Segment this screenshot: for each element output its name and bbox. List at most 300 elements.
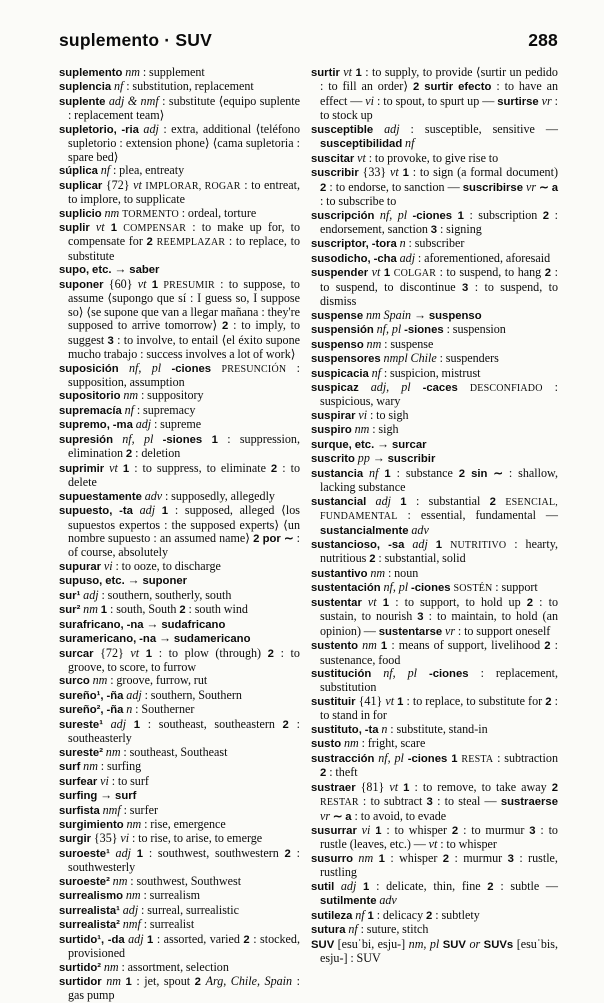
dictionary-entry	[59, 80, 300, 94]
bold-text: 2	[551, 781, 558, 794]
definition-text: : susceptible, sensitive —	[410, 121, 558, 136]
bold-text: -siones	[404, 324, 447, 337]
part-of-speech-label: nm	[102, 744, 124, 759]
part-of-speech-label: nm	[101, 959, 122, 974]
bold-text: ∼ a	[539, 181, 558, 194]
synonym-smallcaps: PRESUMIR	[163, 279, 215, 291]
dictionary-entry	[311, 923, 558, 937]
headword: sustraer	[311, 781, 356, 794]
dictionary-entry	[59, 504, 300, 560]
headword: sustracción	[311, 752, 375, 765]
headword: supremo, -ma	[59, 419, 133, 432]
synonym-smallcaps: ESENCIAL, FUNDAMENTAL	[320, 496, 558, 523]
bold-text: 1	[151, 278, 164, 291]
headword: sustitución	[311, 668, 372, 681]
headword: sustancial	[311, 495, 367, 508]
dictionary-entry	[311, 438, 558, 452]
definition-text: : supremacy	[136, 402, 196, 417]
part-of-speech-label: nf	[345, 922, 361, 937]
headword: supurar	[59, 560, 102, 573]
dictionary-entry	[311, 667, 558, 695]
part-of-speech-label: nf	[111, 79, 127, 94]
dictionary-entry	[311, 596, 558, 639]
bold-text: 3	[107, 334, 118, 347]
headword: surfear	[59, 775, 98, 788]
headword: sutil	[311, 880, 335, 893]
dictionary-entry	[59, 418, 300, 432]
definition-text: : replacement, substitution	[320, 666, 558, 695]
part-of-speech-label: nm	[351, 422, 373, 437]
part-of-speech-label: adv	[408, 522, 429, 537]
bold-text: 1	[435, 538, 451, 551]
definition-text: : suture, stitch	[360, 922, 429, 937]
definition-text: : subtlety	[435, 907, 480, 922]
bold-text: sustentarse	[378, 625, 443, 638]
headword: surcar	[391, 438, 427, 451]
headword: susurrar	[311, 825, 357, 838]
definition-text: : supreme	[154, 417, 202, 432]
definition-text: : whisper	[390, 850, 443, 865]
dictionary-entry	[311, 367, 558, 381]
bold-text: 3	[507, 852, 520, 865]
bold-text: SUV	[442, 938, 470, 951]
dictionary-entry	[59, 95, 300, 123]
bold-text: 2	[320, 181, 330, 194]
definition-text: : to delete	[68, 460, 301, 490]
part-of-speech-label: vi	[97, 773, 112, 788]
definition-text: : gas pump	[68, 974, 300, 1003]
headword: súplica	[59, 165, 98, 178]
headword: surgimiento	[59, 819, 124, 832]
definition-text: : to involve, to entail ⟨el éxito supone mucho trabajo : success involves a lot of work⟩	[68, 332, 300, 362]
part-of-speech-label: nf, pl	[373, 322, 405, 337]
bold-text: 1	[136, 847, 149, 860]
dictionary-entry	[59, 961, 300, 975]
dictionary-entry	[311, 495, 558, 538]
bold-text: 1	[451, 752, 462, 765]
definition-text: : to ooze, to discharge	[115, 558, 221, 573]
headword: surrealismo	[59, 890, 124, 903]
bold-text: sustancialmente	[320, 524, 409, 537]
definition-text: : suspense	[384, 336, 434, 351]
definition-text: : assorted, varied	[156, 931, 244, 946]
dictionary-entry	[59, 746, 300, 760]
headword: suramericano, -na	[59, 633, 157, 646]
headword: surgir	[59, 833, 92, 846]
definition-text: [esuˈbis, esju-] : SUV	[320, 936, 559, 966]
definition-text: : to stock up	[320, 93, 558, 123]
definition-text: : to support, to hold up	[395, 594, 527, 609]
definition-text: : to have an effect —	[320, 79, 559, 108]
synonym-smallcaps: REEMPLAZAR	[156, 237, 226, 249]
part-of-speech-label: nf	[402, 136, 415, 151]
bold-text: 1	[125, 976, 137, 988]
dictionary-entry	[311, 467, 558, 495]
bold-text: 1	[145, 647, 159, 660]
definition-text: : supposition, assumption	[68, 360, 301, 389]
definition-text: : southern, Southern	[144, 687, 242, 702]
bold-text: 2	[545, 695, 555, 708]
dictionary-entry	[311, 237, 558, 251]
definition-text: : substitution, replacement	[126, 79, 254, 94]
headword: sureste²	[59, 746, 103, 759]
headword: surf	[115, 790, 137, 803]
part-of-speech-label: adj	[119, 902, 142, 917]
headword: suplicar	[59, 179, 103, 192]
definition-text: : to suppose, to assume ⟨supongo que sí : I guess so, I suppose so⟩ ⟨se supone que van a llegar mañana : they're supposed to arrive tomorrow⟩	[68, 276, 300, 333]
bold-text: 2	[542, 209, 555, 222]
definition-text: →	[374, 436, 392, 451]
bold-text: 1	[375, 825, 387, 838]
definition-text: : to sigh	[369, 407, 409, 422]
dictionary-entry	[59, 804, 300, 818]
bold-text: 1	[383, 267, 394, 280]
bold-text: 1	[402, 167, 413, 180]
bold-text: 2	[146, 236, 157, 249]
part-of-speech-label: adj	[334, 878, 363, 893]
definition-text: : noun	[387, 565, 419, 580]
definition-text: : to avoid, to evade	[354, 808, 447, 823]
dictionary-entry	[311, 909, 558, 923]
dictionary-entry	[59, 389, 300, 403]
definition-text: : to support oneself	[457, 623, 551, 638]
bold-text: suscribirse	[462, 181, 523, 194]
bold-text: 1	[133, 718, 148, 731]
headword: suspenso	[428, 309, 482, 322]
bold-text: 3	[417, 611, 429, 624]
bold-text: 2	[222, 320, 234, 333]
bold-text: 3	[462, 281, 475, 294]
headword: supremacía	[59, 404, 122, 417]
definition-text: : suspension	[446, 322, 506, 337]
definition-text: : suppression, elimination	[68, 431, 300, 461]
part-of-speech-label: nf	[368, 365, 384, 380]
definition-text: : suspicion, mistrust	[383, 365, 481, 380]
bold-text: susceptibilidad	[320, 138, 403, 151]
definition-text: : to sign (a formal document)	[412, 165, 558, 180]
definition-text: : ordeal, torture	[178, 205, 257, 220]
part-of-speech-label: nm	[101, 974, 126, 988]
part-of-speech-label: vt	[361, 594, 383, 609]
definition-text: : surfer	[123, 802, 158, 817]
headword: suplemento	[59, 67, 123, 79]
headword: suprimir	[59, 462, 105, 475]
headword: sustituto, -ta	[311, 723, 379, 736]
page-number: 288	[528, 30, 558, 50]
definition-text: : to endorse, to sanction —	[329, 179, 463, 194]
definition-text: : substantial, solid	[378, 551, 466, 566]
definition-text: : to spout, to spurt up —	[376, 93, 498, 108]
headword: surtir	[311, 67, 340, 79]
part-of-speech-label: adj	[109, 845, 137, 860]
definition-text: →	[124, 573, 143, 588]
dictionary-entry	[59, 574, 300, 588]
bold-text: 1	[403, 781, 415, 794]
headword: suspensión	[311, 324, 374, 337]
dictionary-entry	[311, 752, 558, 781]
bold-text: 1	[457, 209, 470, 222]
dictionary-entry	[59, 462, 300, 490]
part-of-speech-label: vi	[365, 93, 377, 108]
part-of-speech-label: vt	[389, 779, 404, 794]
dictionary-entry	[311, 352, 558, 366]
bold-text: 2	[544, 640, 555, 653]
definition-text: : to suspend, to dismiss	[320, 279, 559, 309]
dictionary-entry	[59, 975, 300, 1003]
definition-text: →	[111, 262, 130, 277]
definition-text: : substantial	[415, 493, 490, 508]
definition-text: : southwesterly	[68, 845, 300, 875]
part-of-speech-label: nf, pl	[118, 360, 172, 375]
headword: suscribir	[311, 167, 359, 180]
dictionary-entry	[311, 152, 558, 166]
definition-text: : sigh	[372, 422, 399, 437]
definition-text: {33}	[358, 165, 391, 180]
definition-text: : to supply, to provide ⟨surtir un pedido : to fill an order⟩	[320, 65, 558, 94]
bold-text: 3	[430, 223, 440, 236]
bold-text: 2	[243, 933, 254, 946]
definition-text: : suspicious, wary	[320, 379, 558, 409]
bold-text: 1	[384, 467, 397, 480]
bold-text: 1	[363, 880, 377, 893]
dictionary-entry	[311, 266, 558, 308]
definition-text: : to suspend, to discontinue	[320, 265, 558, 294]
part-of-speech-label: nf	[121, 402, 137, 417]
headword: sustancioso, -sa	[311, 538, 405, 551]
headword: sudamericano	[173, 633, 251, 646]
dictionary-entry	[311, 323, 558, 337]
headword: suspicaz	[311, 381, 359, 394]
dictionary-entry	[59, 889, 300, 903]
part-of-speech-label: nm	[80, 602, 101, 617]
definition-text: : southwest, Southwest	[130, 873, 242, 888]
dictionary-entry	[59, 832, 300, 846]
bold-text: 2	[267, 647, 281, 660]
dictionary-entry	[59, 179, 300, 207]
headword: suspensores	[311, 353, 381, 366]
definition-text: : theft	[329, 765, 358, 780]
part-of-speech-label: vt	[130, 645, 146, 660]
part-of-speech-label: nm	[353, 850, 379, 865]
dictionary-entry	[59, 703, 300, 717]
bold-text: 2 surtir efecto	[412, 81, 497, 94]
part-of-speech-label: nf	[363, 465, 385, 480]
headword: supuestamente	[59, 490, 142, 503]
bold-text: sutilmente	[320, 895, 377, 908]
synonym-smallcaps: TORMENTO	[122, 208, 179, 220]
dictionary-entry	[59, 66, 300, 80]
part-of-speech-label: nm	[101, 205, 123, 220]
part-of-speech-label: nf, pl	[113, 431, 163, 446]
definition-text: : southwest, southwestern	[148, 845, 285, 860]
definition-text: →	[156, 631, 174, 646]
definition-text: →	[413, 307, 429, 322]
bold-text: 1	[355, 67, 366, 79]
headword: suscriptor, -tora	[311, 238, 397, 251]
part-of-speech-label: vi	[356, 823, 376, 838]
definition-text: : endorsement, sanction	[320, 207, 558, 236]
headword: surfista	[59, 804, 100, 817]
definition-text: : to rustle (leaves, etc.) —	[320, 823, 558, 852]
definition-text: : hearty, nutritious	[320, 536, 558, 566]
part-of-speech-label: n	[378, 721, 391, 736]
part-of-speech-label: vr	[320, 808, 333, 823]
definition-text: : to rise, to arise, to emerge	[131, 831, 263, 846]
bold-text: -ciones	[171, 362, 222, 375]
part-of-speech-label: nmf	[119, 917, 144, 932]
definition-text: : to whisper	[386, 823, 452, 838]
right-column	[311, 66, 558, 1003]
bold-text: 1	[378, 852, 391, 865]
bold-text: 2	[125, 448, 136, 461]
headword: suspicacia	[311, 367, 369, 380]
definition-text: →	[372, 451, 388, 466]
definition-text: : substitute ⟨equipo suplente : replacement team⟩	[68, 93, 300, 123]
part-of-speech-label: or	[469, 936, 484, 951]
headword: sustancia	[311, 467, 364, 480]
part-of-speech-label: vr	[538, 93, 555, 108]
dictionary-entry	[311, 852, 558, 880]
part-of-speech-label: adj	[80, 587, 102, 602]
headword: suroeste²	[59, 875, 110, 888]
dictionary-entry	[311, 538, 558, 567]
dictionary-entry	[59, 847, 300, 875]
part-of-speech-label: nmf	[99, 802, 124, 817]
headword: sudafricano	[161, 618, 226, 631]
dictionary-entry	[311, 581, 558, 595]
bold-text: 2	[426, 909, 436, 922]
headword: suplente	[59, 95, 106, 108]
columns	[59, 66, 558, 1003]
dictionary-entry	[59, 918, 300, 932]
headword: susodicho, -cha	[311, 252, 397, 265]
definition-text: : supposed, alleged ⟨los supuestos expertos : the supposed experts⟩ ⟨un nombre supuesto : an assumed name⟩	[68, 503, 300, 545]
definition-text: : to replace, to substitute	[68, 234, 300, 263]
headword: SUV	[311, 938, 335, 951]
dictionary-entry	[311, 166, 558, 208]
bold-text: SUVs	[483, 938, 517, 951]
definition-text: : deletion	[135, 446, 181, 461]
left-column	[59, 66, 300, 1003]
part-of-speech-label: vr	[442, 623, 458, 638]
part-of-speech-label: vt	[339, 65, 356, 79]
definition-text: : to subscribe to	[320, 194, 397, 209]
definition-text: : means of support, livelihood	[391, 638, 545, 653]
part-of-speech-label: adj	[404, 536, 436, 551]
part-of-speech-label: nf	[352, 907, 368, 922]
part-of-speech-label: pp	[354, 451, 373, 466]
part-of-speech-label: nm	[123, 888, 144, 903]
synonym-smallcaps: COLGAR	[393, 268, 437, 280]
definition-text: : to remove, to take away	[414, 779, 552, 794]
bold-text: 3	[529, 825, 541, 838]
dictionary-entry	[59, 207, 300, 221]
dictionary-entry	[59, 123, 300, 164]
headword: sustentación	[311, 582, 381, 595]
headword: suplencia	[59, 81, 112, 94]
part-of-speech-label: vt	[137, 276, 152, 291]
definition-text: : to steal —	[437, 794, 501, 809]
dictionary-entry	[311, 452, 558, 466]
page-title: suplemento · SUV	[59, 30, 212, 50]
dictionary-entry	[59, 875, 300, 889]
dictionary-entry	[311, 723, 558, 737]
bold-text: 2	[544, 267, 555, 280]
part-of-speech-label: nmpl Chile	[380, 351, 440, 366]
part-of-speech-label: n	[123, 702, 136, 717]
headword: susto	[311, 738, 342, 751]
headword: sustentar	[311, 596, 362, 609]
part-of-speech-label: nf	[97, 163, 113, 178]
bold-text: 2	[270, 462, 283, 475]
dictionary-entry	[59, 263, 300, 277]
definition-text: : surreal, surrealistic	[141, 902, 240, 917]
part-of-speech-label: vt	[104, 460, 123, 475]
headword: suscrito	[311, 453, 355, 466]
definition-text: : plea, entreaty	[113, 163, 185, 178]
bold-text: 1	[147, 933, 157, 946]
bold-text: 2	[489, 495, 506, 508]
bold-text: 1	[367, 909, 377, 922]
bold-text: 2	[284, 847, 297, 860]
dictionary-entry	[311, 737, 558, 751]
part-of-speech-label: vt	[385, 693, 398, 708]
dictionary-entry	[59, 933, 300, 961]
synonym-smallcaps: RESTAR	[320, 797, 359, 809]
dictionary-entry	[311, 423, 558, 437]
definition-text: : sustenance, food	[320, 638, 558, 667]
part-of-speech-label: vi	[101, 558, 116, 573]
definition-text: : extra, additional ⟨teléfono supletorio : extension phone⟩ ⟨cama supletoria : spare bed⟩	[68, 121, 301, 164]
definition-text: : suspenders	[439, 351, 499, 366]
definition-text: : to suppress, to eliminate	[134, 460, 271, 475]
bold-text: 1	[380, 640, 392, 653]
part-of-speech-label: vi	[120, 831, 132, 846]
definition-text: : aforementioned, aforesaid	[417, 250, 551, 265]
headword: suponer	[59, 278, 104, 291]
definition-text: : supplement	[142, 65, 205, 79]
definition-text: : subtraction	[493, 750, 558, 765]
dictionary-entry	[59, 164, 300, 178]
part-of-speech-label: vt	[428, 837, 441, 852]
dictionary-entry	[59, 818, 300, 832]
headword: surtido¹, -da	[59, 933, 125, 946]
headword: susceptible	[311, 123, 374, 136]
headword: sutileza	[311, 909, 353, 922]
part-of-speech-label: adj, pl	[358, 379, 423, 394]
definition-text: : to imply, to suggest	[68, 318, 300, 347]
bold-text: -ciones	[428, 668, 481, 681]
part-of-speech-label: nm	[109, 873, 131, 888]
bold-text: 1	[161, 505, 175, 518]
definition-text: {72}	[102, 177, 134, 192]
headword: surco	[59, 675, 90, 688]
bold-text: -ciones	[412, 209, 458, 222]
definition-text: : fright, scare	[361, 736, 426, 751]
synonym-smallcaps: DESCONFIADO	[469, 382, 543, 394]
definition-text: : signing	[440, 221, 482, 236]
definition-text: [esuˈbi, esju-]	[334, 936, 409, 951]
part-of-speech-label: adj	[138, 121, 164, 136]
bold-text: 1	[382, 596, 396, 609]
definition-text: : stocked, provisioned	[68, 931, 300, 961]
headword: sustituir	[311, 695, 356, 708]
definition-text: : southern, southerly, south	[101, 587, 232, 602]
definition-text: {81}	[355, 779, 390, 794]
part-of-speech-label: vt	[368, 265, 384, 280]
definition-text: : to subtract	[358, 794, 427, 809]
bold-text: -caces	[422, 381, 470, 394]
